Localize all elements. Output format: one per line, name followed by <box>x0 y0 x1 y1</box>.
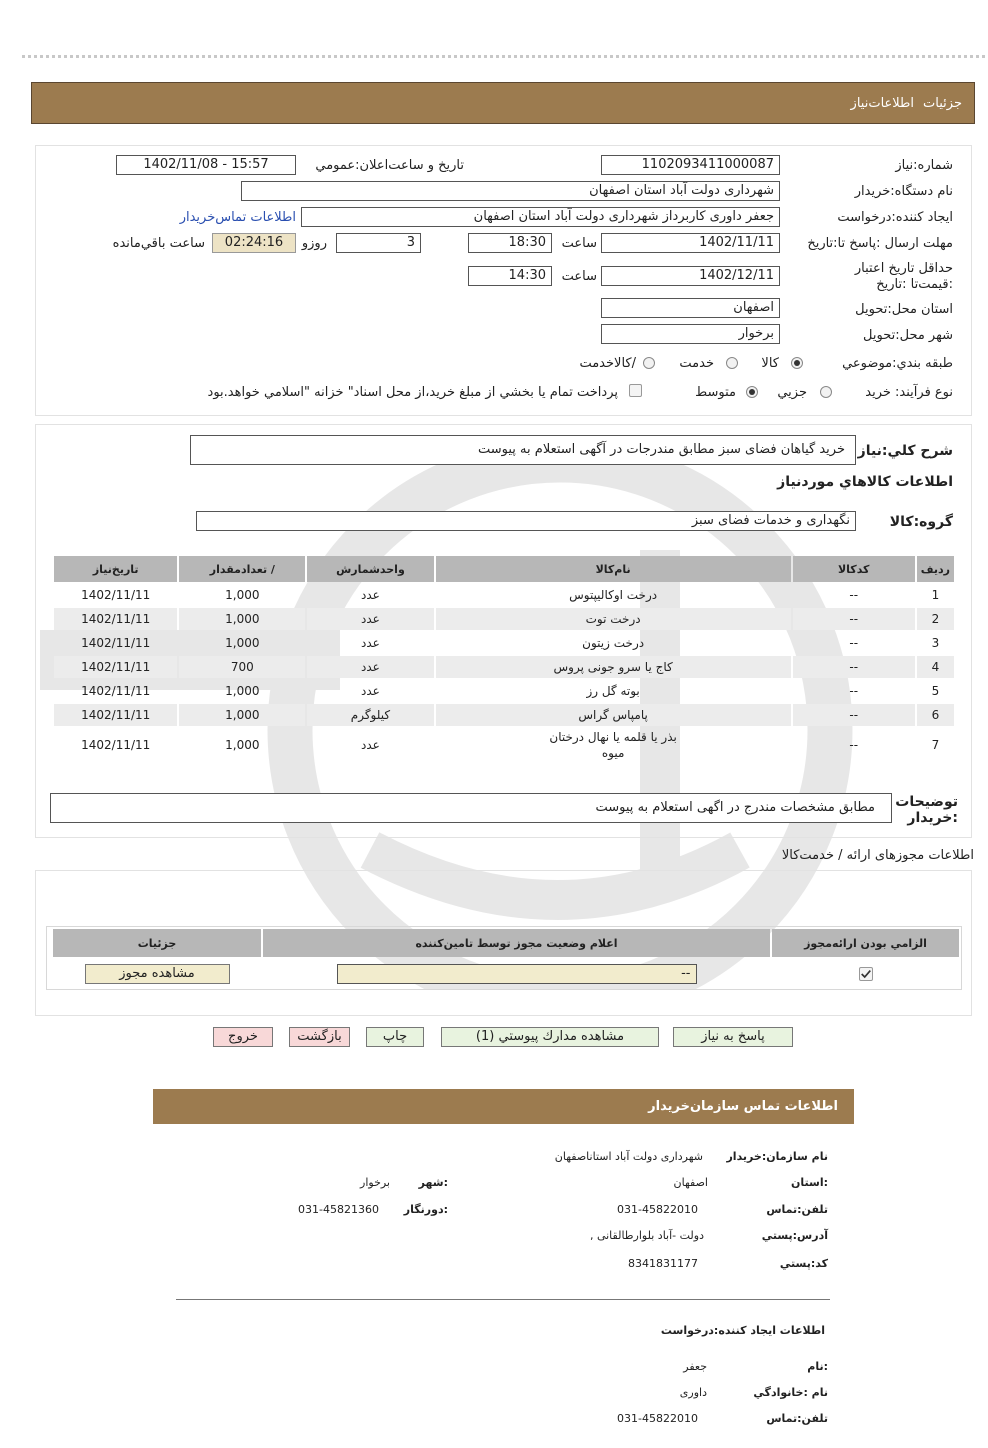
cell-name: پامپاس گراس <box>436 704 791 726</box>
creator-phone-label: تلفن:تماس <box>766 1412 828 1425</box>
license-heading: اطلاعات مجوزهای ارائه / خدمت‌کالا <box>781 848 974 863</box>
cell-qty: 700 <box>179 656 305 678</box>
license-details-cell <box>53 959 261 989</box>
table-row <box>54 632 954 654</box>
attachments-button[interactable]: مشاهده مدارك پيوستي (1) <box>441 1027 659 1047</box>
license-required-cell <box>772 959 959 989</box>
table-row <box>54 608 954 630</box>
summary-title-field: خرید گیاهان فضای سبز مطابق مندرجات در آگهی استعلام به پیوست <box>190 435 856 465</box>
city-label: شهر محل:تحويل <box>863 328 953 343</box>
cell-code: -- <box>849 588 859 602</box>
cell-qty: 1,000 <box>225 738 260 752</box>
treasury-payment-label: پرداخت تمام يا بخشي از مبلغ خريد،از محل اسناد" خزانه "اسلامي خواهد.بود <box>207 385 618 400</box>
creator-family-label: نام :خانوادگي <box>753 1386 828 1399</box>
contact-fax-value: 031-45821360 <box>298 1203 379 1216</box>
process-medium-radio[interactable] <box>746 386 758 398</box>
buyer-notes-field: مطابق مشخصات مندرج در اگهی استعلام به پیوست <box>50 793 892 823</box>
cell-qty: 1,000 <box>225 636 260 650</box>
cell-name: بوته گل رز <box>586 684 640 698</box>
cell-code: -- <box>849 738 859 752</box>
license-table <box>51 927 961 991</box>
cell-unit: عدد <box>361 636 380 650</box>
cell-code: -- <box>849 684 859 698</box>
goods-group-field: نگهداری و خدمات فضای سبز <box>196 511 856 531</box>
contact-province-label: :استان <box>791 1176 828 1189</box>
cell-row: 2 <box>917 608 954 630</box>
reply-button[interactable]: پاسخ به نياز <box>673 1027 793 1047</box>
cell-date: 1402/11/11 <box>81 636 151 650</box>
cell-name: کاج یا سرو جونی پروس <box>436 656 791 678</box>
buyer-contact-title: اطلاعات تماس سازمان‌خريدار <box>648 1099 838 1114</box>
days-field: 3 <box>336 233 421 253</box>
table-row <box>54 728 954 762</box>
cell-row: 5 <box>931 684 940 698</box>
cell-row: 6 <box>917 704 954 726</box>
buyer-org-label: نام دستگاه:خريدار <box>854 184 953 199</box>
cell-name: درخت زیتون <box>582 636 645 650</box>
creator-label: ايجاد كننده:درخواست <box>837 210 953 225</box>
col-license-details: جزئيات <box>53 929 261 957</box>
validity-date-field: 1402/12/11 <box>601 266 780 286</box>
cell-code: -- <box>849 636 859 650</box>
contact-province-value: اصفهان <box>673 1176 708 1189</box>
exit-button[interactable]: خروج <box>213 1027 273 1047</box>
contact-phone-value: 031-45822010 <box>617 1203 698 1216</box>
remaining-label: ساعت باقي‌مانده <box>112 236 205 251</box>
cell-unit: عدد <box>307 608 433 630</box>
cell-unit: عدد <box>361 684 380 698</box>
contact-postal-label: كد:پستي <box>779 1257 828 1270</box>
cell-unit: عدد <box>361 738 380 752</box>
items-table <box>52 554 956 764</box>
category-goods-service-label: /كالاخدمت <box>579 356 636 371</box>
cell-date: 1402/11/11 <box>54 704 177 726</box>
buyer-contact-link[interactable]: اطلاعات تماس‌خريدار <box>179 210 296 225</box>
cell-date: 1402/11/11 <box>81 684 151 698</box>
back-button[interactable]: بازگشت <box>289 1027 350 1047</box>
deadline-label: مهلت ارسال :پاسخ تا:تاريخ <box>807 236 953 251</box>
contact-org-value: شهرداری دولت آباد استاناصفهان <box>554 1150 703 1163</box>
creator-phone-value: 031-45822010 <box>617 1412 698 1425</box>
cell-qty: 1,000 <box>225 684 260 698</box>
cell-qty: 1,000 <box>225 588 260 602</box>
contact-address-label: آدرس:پستي <box>761 1229 828 1242</box>
checkmark-icon <box>860 968 872 980</box>
contact-fax-label: :دورنگار <box>403 1203 448 1216</box>
cell-row: 7 <box>931 738 940 752</box>
category-goods-label: كالا <box>761 356 779 371</box>
process-minor-radio[interactable] <box>820 386 832 398</box>
remaining-timer: 02:24:16 <box>212 233 296 253</box>
license-status-cell <box>263 959 770 989</box>
category-service-label: خدمت <box>679 356 714 371</box>
city-field: برخوار <box>601 324 780 344</box>
announce-field: 1402/11/08 - 15:57 <box>116 155 296 175</box>
cell-code: -- <box>793 656 915 678</box>
contact-divider <box>176 1299 830 1300</box>
creator-heading: اطلاعات ايجاد كننده:درخواست <box>660 1324 825 1337</box>
category-service-radio[interactable] <box>726 357 738 369</box>
creator-name-value: جعفر <box>683 1360 707 1373</box>
validity-time-label: ساعت <box>561 269 597 284</box>
deadline-time-field: 18:30 <box>468 233 552 253</box>
validity-label: حداقل تاريخ اعتبار :قيمت‌تا :تاريخ <box>854 261 953 292</box>
cell-qty: 1,000 <box>179 704 305 726</box>
col-qty: / تعدادمقدار <box>179 556 305 582</box>
cell-row: 3 <box>931 636 940 650</box>
top-divider <box>22 55 985 58</box>
contact-phone-label: تلفن:تماس <box>766 1203 828 1216</box>
table-row <box>54 656 954 678</box>
process-minor-label: جزيي <box>777 385 807 400</box>
cell-name: درخت اوکالیپتوس <box>569 588 658 602</box>
buyer-contact-header <box>153 1089 854 1124</box>
col-code: كدكالا <box>793 556 915 582</box>
creator-family-value: داوری <box>679 1386 707 1399</box>
cell-name-text: بذر یا قلمه یا نهال درختان میوه <box>549 730 677 760</box>
cell-date: 1402/11/11 <box>54 608 177 630</box>
process-medium-label: متوسط <box>695 385 736 400</box>
cell-name: درخت توت <box>436 608 791 630</box>
treasury-payment-checkbox[interactable] <box>629 384 642 397</box>
table-row <box>54 680 954 702</box>
cell-unit: عدد <box>361 588 380 602</box>
creator-field: جعفر داوری کاربرداز شهرداری دولت آباد استان اصفهان <box>301 207 780 227</box>
cell-row: 1 <box>931 588 940 602</box>
province-field: اصفهان <box>601 298 780 318</box>
tab-need-info[interactable]: اطلاعات‌نياز <box>850 96 914 111</box>
table-row <box>54 704 954 726</box>
cell-row: 4 <box>917 656 954 678</box>
tab-details[interactable]: جزئيات <box>923 96 962 111</box>
col-unit: واحدشمارش <box>307 556 433 582</box>
creator-name-label: :نام <box>807 1360 828 1373</box>
goods-group-label: گروه:كالا <box>889 514 953 530</box>
col-license-status: اعلام وضعيت مجوز توسط تامين‌كننده <box>263 929 770 957</box>
validity-time-field: 14:30 <box>468 266 552 286</box>
cell-date: 1402/11/11 <box>81 738 151 752</box>
print-button[interactable]: چاپ <box>366 1027 424 1047</box>
cell-code: -- <box>793 704 915 726</box>
cell-date: 1402/11/11 <box>54 656 177 678</box>
contact-address-value: دولت -آباد بلوارطالقانی , <box>589 1229 704 1242</box>
col-date: تاريخ‌نياز <box>54 556 177 582</box>
contact-org-label: نام سازمان:خريدار <box>726 1150 828 1163</box>
contact-postal-value: 8341831177 <box>628 1257 698 1270</box>
license-required-checkbox[interactable] <box>859 967 873 981</box>
items-table-wrapper <box>52 554 956 764</box>
cell-date: 1402/11/11 <box>81 588 151 602</box>
summary-title-label: شرح كلي:نياز <box>857 443 953 459</box>
contact-city-value: برخوار <box>360 1176 390 1189</box>
buyer-notes-label: توضيحات :خريدار <box>895 794 958 826</box>
category-goods-service-radio[interactable] <box>643 357 655 369</box>
table-row <box>54 584 954 606</box>
cell-unit: عدد <box>307 656 433 678</box>
announce-label: تاريخ و ساعت‌اعلان:عمومي <box>315 158 464 173</box>
contact-city-label: :شهر <box>418 1176 448 1189</box>
license-table-wrapper <box>46 926 962 990</box>
details-header-bar <box>31 82 975 124</box>
cell-unit: کیلوگرم <box>307 704 433 726</box>
col-row: رديف <box>917 556 954 582</box>
need-number-field: 1102093411000087 <box>601 155 780 175</box>
cell-name <box>436 728 791 762</box>
cell-qty: 1,000 <box>179 608 305 630</box>
view-license-button[interactable]: مشاهده مجوز <box>85 964 230 984</box>
category-goods-radio[interactable] <box>791 357 803 369</box>
days-label: روزو <box>301 236 327 251</box>
province-label: استان محل:تحويل <box>855 302 953 317</box>
buyer-org-field: شهرداری دولت آباد استان اصفهان <box>241 181 780 201</box>
goods-info-heading: اطلاعات كالاهاي موردنياز <box>777 474 953 490</box>
category-label: طبقه بندي:موضوعي <box>842 356 953 371</box>
deadline-time-label: ساعت <box>561 236 597 251</box>
col-name: نام‌كالا <box>436 556 791 582</box>
cell-code: -- <box>793 608 915 630</box>
process-label: نوع فرآيند: خريد <box>865 385 953 400</box>
col-license-required: الزامي بودن ارائه‌مجوز <box>772 929 959 957</box>
deadline-date-field: 1402/11/11 <box>601 233 780 253</box>
need-number-label: شماره:نياز <box>895 158 953 173</box>
license-status-field[interactable]: -- <box>337 964 697 984</box>
